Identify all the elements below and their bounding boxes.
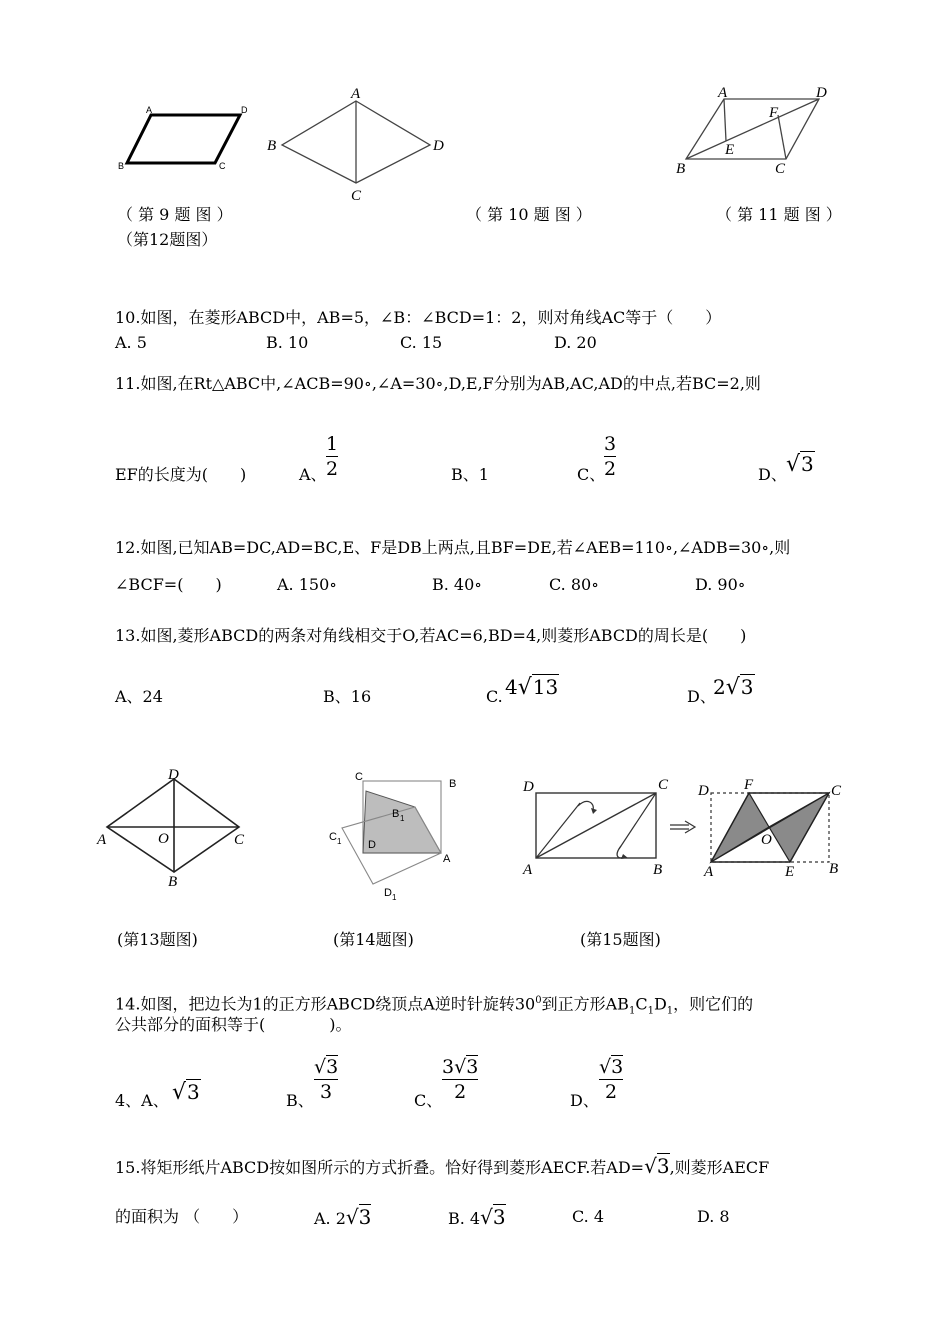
q13-option-c-sqrt: 4√13	[505, 675, 559, 700]
q14-option-c[interactable]: C、	[414, 1091, 443, 1110]
fig9-label-b: B	[118, 161, 125, 171]
fig13-label-o: O	[158, 831, 169, 847]
q10-option-a[interactable]: A. 5	[115, 333, 147, 352]
figure-10	[262, 85, 452, 205]
q15-option-d[interactable]: D. 8	[697, 1207, 730, 1226]
q14-option-d[interactable]: D、	[570, 1091, 599, 1110]
q10-stem: 10.如图，在菱形ABCD中，AB=5，∠B：∠BCD=1：2，则对角线AC等于（ ）	[115, 308, 722, 327]
q13-option-b[interactable]: B、16	[323, 687, 372, 706]
fig15-left-label-a: A	[523, 862, 533, 878]
figure-15	[515, 770, 860, 885]
fig14-label-c1-sub: 1	[337, 837, 342, 846]
caption-fig13: (第13题图)	[117, 930, 198, 949]
fig13-label-a: A	[97, 832, 107, 848]
figure-13	[95, 765, 255, 890]
caption-fig11: （ 第 11 题 图 ）	[716, 205, 842, 224]
q11-option-c[interactable]: C、	[577, 465, 606, 484]
fig14-label-d1-sub: 1	[392, 893, 397, 902]
q13-stem: 13.如图,菱形ABCD的两条对角线相交于O,若AC=6,BD=4,则菱形ABCD的周长是( )	[115, 626, 747, 645]
q14-line1: 14.如图，把边长为1的正方形ABCD绕顶点A逆时针旋转$30^0$到正方形$AB_1C_1D_1$，则它们的	[115, 994, 754, 1017]
fig10-label-d: D	[433, 138, 444, 154]
q10-option-c[interactable]: C. 15	[400, 333, 443, 352]
q11-option-a-fraction: 1 2	[326, 433, 339, 480]
fig15-right-label-d: D	[698, 783, 709, 799]
fig9-label-a: A	[146, 105, 153, 115]
q10-option-d[interactable]: D. 20	[554, 333, 597, 352]
q15-line2: 的面积为 （ ）	[115, 1207, 249, 1226]
q11-option-d[interactable]: D、	[758, 465, 787, 484]
q14-option-b[interactable]: B、	[286, 1091, 314, 1110]
q12-option-b[interactable]: B. 40∘	[432, 575, 483, 594]
q14-option-c-fraction: 3√3 2	[442, 1056, 479, 1103]
fig14-label-b1-sub: 1	[400, 814, 405, 823]
caption-fig15: (第15题图)	[580, 930, 661, 949]
fig15-left-label-d: D	[523, 779, 534, 795]
fig11-label-b: B	[676, 161, 686, 177]
q14-line2: 公共部分的面积等于( )。	[115, 1015, 352, 1034]
q12-option-c[interactable]: C. 80∘	[549, 575, 600, 594]
fig15-right-label-o: O	[761, 832, 772, 848]
q13-option-d-sqrt: 2√3	[713, 675, 754, 700]
q13-option-a[interactable]: A、24	[115, 687, 163, 706]
q15-line1: 15.将矩形纸片ABCD按如图所示的方式折叠。恰好得到菱形AECF.若AD=√3,则菱形AECF	[115, 1154, 770, 1178]
fig10-label-a: A	[351, 86, 361, 102]
q12-option-a[interactable]: A. 150∘	[277, 575, 338, 594]
fig13-label-d: D	[168, 767, 179, 783]
fig9-label-c: C	[219, 161, 226, 171]
figure-9	[115, 100, 255, 175]
q15-option-c[interactable]: C. 4	[572, 1207, 605, 1226]
caption-fig10: （ 第 10 题 图 ）	[466, 205, 592, 224]
q12-option-d[interactable]: D. 90∘	[695, 575, 746, 594]
fig15-left-label-c: C	[658, 777, 669, 793]
fig14-label-c1: C	[329, 831, 337, 843]
q14-option-d-fraction: √3 2	[599, 1056, 624, 1103]
fig11-label-c: C	[775, 161, 786, 177]
q14-option-b-fraction: √3 3	[314, 1056, 339, 1103]
q11-lead: EF的长度为( )	[115, 465, 247, 484]
fig15-right-label-c: C	[831, 783, 842, 799]
fig10-label-c: C	[351, 188, 362, 204]
figure-11	[670, 85, 840, 180]
caption-fig12: （第12题图）	[117, 230, 218, 249]
fig14-label-b1: B	[392, 808, 400, 820]
q12-stem: 12.如图,已知AB=DC,AD=BC,E、F是DB上两点,且BF=DE,若∠AEB=110∘,∠ADB=30∘,则	[115, 538, 791, 557]
fig10-label-b: B	[267, 138, 277, 154]
fig14-label-d: D	[368, 839, 376, 851]
q11-option-a[interactable]: A、	[299, 465, 327, 484]
q11-option-c-fraction: 3 2	[604, 433, 617, 480]
q10-option-b[interactable]: B. 10	[266, 333, 309, 352]
fig11-label-e: E	[725, 142, 735, 158]
q11-option-d-sqrt: √3	[786, 452, 814, 477]
q14-option-a[interactable]: 4、A、	[115, 1091, 169, 1110]
caption-fig9: （ 第 9 题 图 ）	[117, 205, 233, 224]
q13-option-c[interactable]: C.	[486, 687, 503, 706]
fig15-right-label-b: B	[829, 861, 839, 877]
q15-option-b[interactable]: B. 4√3	[448, 1205, 506, 1229]
q15-option-a[interactable]: A. 2√3	[314, 1205, 372, 1229]
q13-option-d[interactable]: D、	[687, 687, 716, 706]
fig13-label-c: C	[234, 832, 245, 848]
fig14-label-d1: D	[384, 887, 392, 899]
figure-14	[320, 765, 470, 905]
fig15-right-label-e: E	[785, 864, 795, 880]
fig14-label-c: C	[355, 771, 363, 783]
q12-lead: ∠BCF=( )	[115, 575, 222, 594]
q14-option-a-sqrt: √3	[172, 1080, 200, 1105]
fig9-label-d: D	[241, 105, 248, 115]
fig13-label-b: B	[168, 874, 178, 890]
fig15-right-label-a: A	[704, 864, 714, 880]
fig15-left-label-b: B	[653, 862, 663, 878]
fig11-label-d: D	[816, 85, 827, 101]
fig11-label-a: A	[718, 85, 728, 101]
caption-fig14: (第14题图)	[333, 930, 414, 949]
fig14-label-a: A	[443, 853, 451, 865]
fig11-label-f: F	[769, 105, 779, 121]
fig15-right-label-f: F	[744, 777, 754, 793]
q11-option-b[interactable]: B、1	[451, 465, 489, 484]
fig14-label-b: B	[449, 778, 457, 790]
q11-stem: 11.如图,在Rt△ABC中,∠ACB=90∘,∠A=30∘,D,E,F分别为AB,AC,AD的中点,若BC=2,则	[115, 374, 761, 393]
